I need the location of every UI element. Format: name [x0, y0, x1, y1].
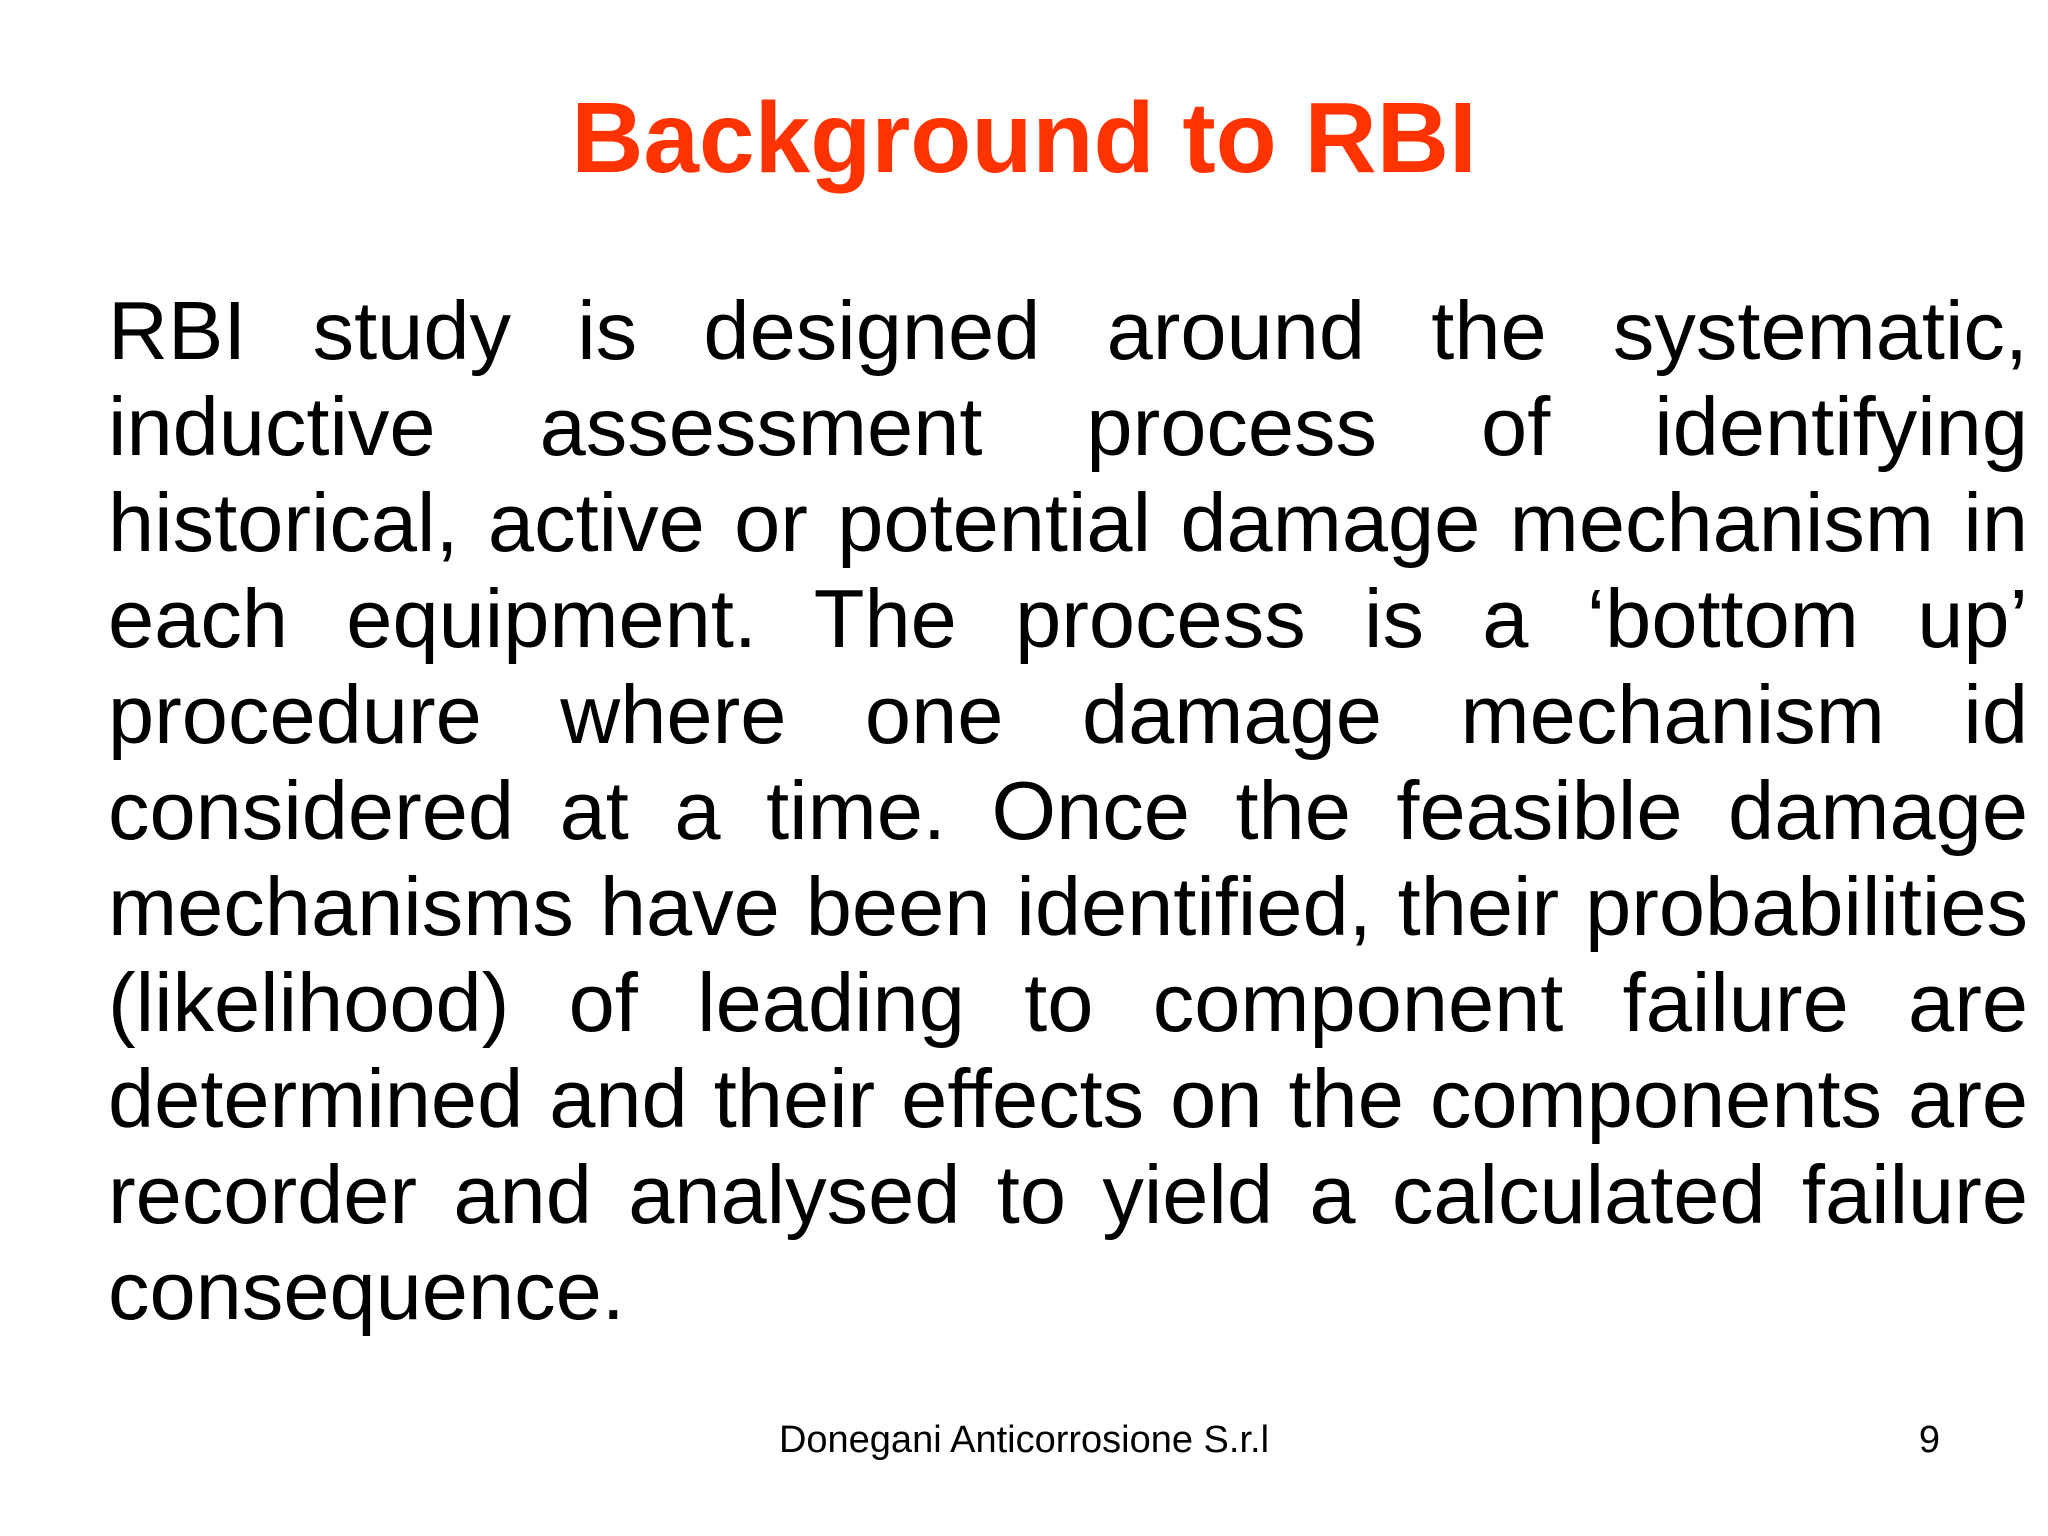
slide-page-number: 9 [1918, 1419, 1940, 1461]
slide-body-text: RBI study is designed around the systematic, inductive assessment process of identifying historical, active or potential damage mechanism in each equipment. The process is a ‘bottom up’ procedure where one damage mechanism id considered at a time. Once the feasible damage mechanisms have been identified, their probabilities (likelihood) of leading to component failure are determined and their effects on the components are recorder and analysed to yield a calculated failure consequence. [108, 284, 2028, 1337]
slide-title: Background to RBI [571, 82, 1477, 194]
slide-footer-company: Donegani Anticorrosione S.r.l [778, 1419, 1270, 1461]
